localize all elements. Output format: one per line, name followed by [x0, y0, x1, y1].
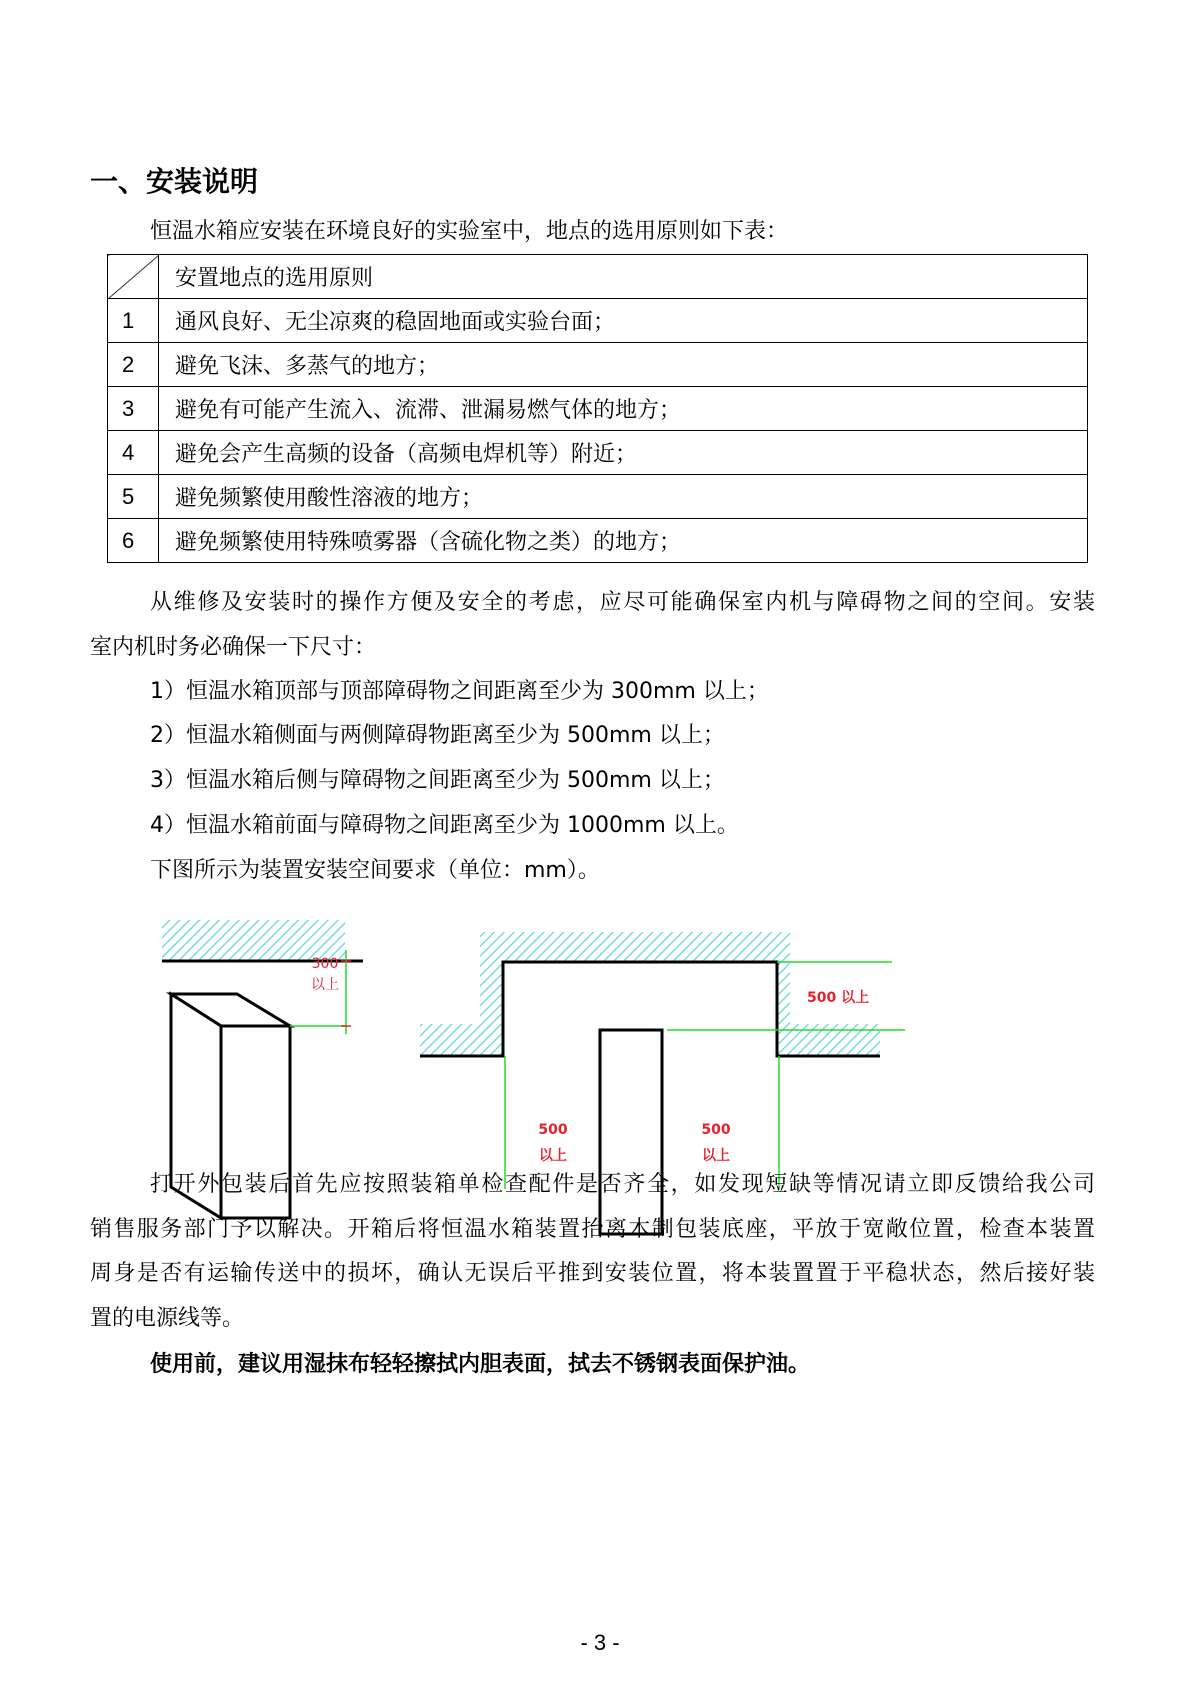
water-tank-plan-icon: [600, 1030, 662, 1234]
ceiling-hatch: [162, 920, 345, 960]
requirement-item: 2）恒温水箱侧面与两侧障碍物距离至少为 500mm 以上；: [150, 723, 725, 748]
figure-caption: 下图所示为装置安装空间要求（单位：mm）。: [150, 858, 600, 883]
paragraph-line: 置的电源线等。: [90, 1306, 245, 1331]
requirement-item: 3）恒温水箱后侧与障碍物之间距离至少为 500mm 以上；: [150, 768, 725, 793]
top-suffix-label: 以上: [311, 977, 339, 993]
paragraph-line: 打开外包装后首先应按照装箱单检查配件是否齐全，如发现短缺等情况请立即反馈给我公司: [150, 1172, 1095, 1197]
left-suffix-label: 以上: [539, 1148, 567, 1164]
intro-text: 恒温水箱应安装在环境良好的实验室中，地点的选用原则如下表：: [150, 219, 789, 244]
section-heading: 一、安装说明: [90, 165, 259, 198]
requirement-item: 1）恒温水箱顶部与顶部障碍物之间距离至少为 300mm 以上；: [150, 679, 769, 704]
requirement-item: 4）恒温水箱前面与障碍物之间距离至少为 1000mm 以上。: [150, 813, 739, 838]
paragraph-line: 室内机时务必确保一下尺寸：: [90, 635, 377, 660]
row-text: 通风良好、无尘凉爽的稳固地面或实验台面；: [159, 299, 1088, 343]
row-number: 6: [108, 519, 159, 563]
row-text: 避免频繁使用酸性溶液的地方；: [159, 475, 1088, 519]
row-text: 避免飞沫、多蒸气的地方；: [159, 343, 1088, 387]
back-clearance-label: 500 以上: [807, 990, 870, 1006]
page-number: - 3 -: [580, 1630, 620, 1655]
row-number: 1: [108, 299, 159, 343]
row-text: 避免会产生高频的设备（高频电焊机等）附近；: [159, 431, 1088, 475]
row-text: 避免频繁使用特殊喷雾器（含硫化物之类）的地方；: [159, 519, 1088, 563]
usage-note: 使用前，建议用湿抹布轻轻擦拭内胆表面，拭去不锈钢表面保护油。: [150, 1352, 811, 1377]
left-value-label: 500: [538, 1122, 568, 1138]
paragraph-line: 销售服务部门予以解决。开箱后将恒温水箱装置抬离木制包装底座，平放于宽敞位置，检查本装置: [90, 1217, 1095, 1242]
row-text: 避免有可能产生流入、流滞、泄漏易燃气体的地方；: [159, 387, 1088, 431]
top-value-label: 300: [311, 956, 339, 972]
table-header: 安置地点的选用原则: [159, 255, 1088, 299]
right-suffix-label: 以上: [702, 1148, 730, 1164]
paragraph-line: 周身是否有运输传送中的损坏，确认无误后平推到安装位置，将本装置置于平稳状态，然后接好装: [90, 1261, 1095, 1286]
row-number: 3: [108, 387, 159, 431]
row-number: 2: [108, 343, 159, 387]
row-number: 4: [108, 431, 159, 475]
paragraph-line: 从维修及安装时的操作方便及安全的考虑，应尽可能确保室内机与障碍物之间的空间。安装: [150, 590, 1095, 615]
right-value-label: 500: [701, 1122, 731, 1138]
row-number: 5: [108, 475, 159, 519]
